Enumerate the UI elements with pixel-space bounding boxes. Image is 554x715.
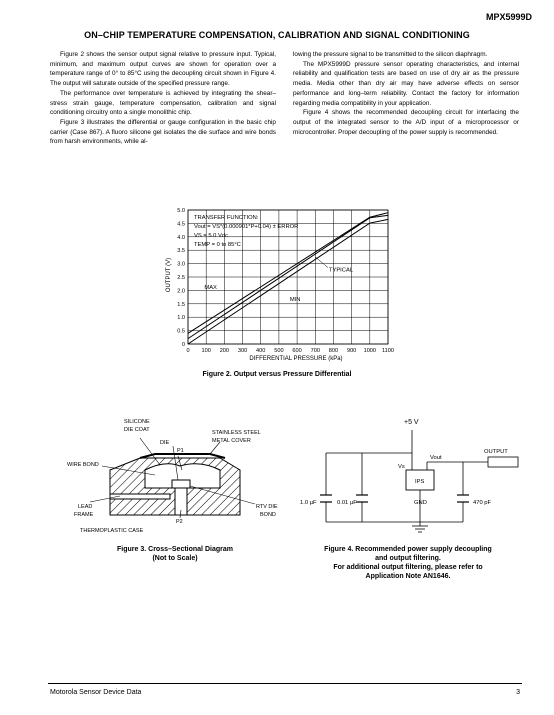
x-tick-label: 0	[186, 348, 190, 354]
die-label: DIE	[160, 440, 170, 446]
thermoplastic-case-label: THERMOPLASTIC CASE	[80, 528, 144, 534]
section-title: ON–CHIP TEMPERATURE COMPENSATION, CALIBRATION AND SIGNAL CONDITIONING	[84, 30, 470, 40]
page-number: 3	[516, 689, 520, 696]
metal-cover-label: METAL COVER	[212, 438, 251, 444]
part-number: MPX5999D	[485, 12, 532, 22]
x-tick-label: 500	[274, 348, 284, 354]
x-tick-label: 600	[292, 348, 302, 354]
footer-publication: Motorola Sensor Device Data	[50, 689, 142, 696]
c2-label: 0.01 µF	[337, 500, 357, 506]
typical-leader-line	[315, 257, 328, 268]
x-tick-label: 200	[219, 348, 230, 354]
figure3-caption	[90, 545, 260, 563]
x-tick-label: 1100	[381, 348, 395, 354]
x-tick-label: 800	[328, 348, 339, 354]
output-terminal	[488, 457, 518, 467]
y-tick-label: 1.0	[177, 315, 185, 322]
footer-divider	[48, 683, 522, 684]
y-tick-label: 1.5	[177, 301, 185, 308]
x-tick-label: 900	[346, 348, 357, 354]
figure2-caption: Figure 2. Output versus Pressure Differential	[202, 371, 352, 378]
silicone-label: SILICONE	[124, 419, 150, 425]
figure4-caption-line: Figure 4. Recommended power supply decoupling	[324, 546, 492, 553]
vout-label: Vout	[430, 455, 442, 461]
paragraph: Figure 2 shows the sensor output signal relative to pressure input. Typical, minimum, and maximum output curves are shown for operation over a temperature range of 0° to 85°C using the decoupling circuit shown in Figure 4. The output will saturate outside of the specified pressure range.	[50, 51, 276, 88]
decoupling-circuit-diagram	[300, 410, 528, 540]
figure4-caption-line: Application Note AN1646.	[365, 573, 451, 580]
paragraph: The MPX5999D pressure sensor operating characteristics, and internal reliability and qualification tests are based on use of dry air as the pressure media. Media other than dry air may have adverse effects on sensor performance and long–term reliability. Contact the factory for information regarding media compatibility in your application.	[293, 60, 519, 107]
paragraph: The performance over temperature is achieved by integrating the shear–stress strain gauge, temperature compensation, calibration and signal conditioning circuitry onto a single monolithic chip.	[50, 89, 276, 117]
p2-label: P2	[176, 519, 183, 525]
y-tick-label: 0	[181, 342, 185, 348]
y-tick-label: 2.5	[177, 275, 185, 281]
paragraph: Figure 4 shows the recommended decoupling circuit for interfacing the output of the integrated sensor to the A/D input of a microprocessor or microcontroller. Proper decoupling of the power supply is recommended.	[293, 109, 519, 136]
frame-label: FRAME	[74, 512, 94, 518]
figure4-caption-line: and output filtering.	[375, 555, 441, 562]
y-tick-label: 3.0	[177, 261, 185, 268]
rtv-die-label: RTV DIE	[256, 504, 278, 510]
y-tick-label: 3.5	[177, 248, 185, 255]
x-tick-label: 100	[201, 348, 211, 354]
output-label: OUTPUT	[484, 449, 508, 455]
paragraph: lowing the pressure signal to be transmitted to the silicon diaphragm.	[293, 51, 488, 58]
figure3-caption-line: (Not to Scale)	[152, 555, 198, 562]
x-tick-label: 1000	[363, 348, 377, 354]
die-coat-label: DIE COAT	[124, 427, 150, 433]
y-tick-label: 4.5	[177, 221, 185, 228]
lead-label: LEAD	[78, 504, 93, 510]
transfer-function-equation: Vout = VS*(0.000901*P+0.04) ± ERROR	[194, 224, 299, 230]
figure3-caption-line: Figure 3. Cross–Sectional Diagram	[117, 546, 233, 553]
chart-annotation	[194, 215, 298, 248]
left-column	[50, 50, 276, 147]
c3-label: 470 pF	[473, 500, 492, 506]
figure4-caption-line: For additional output filtering, please refer to	[333, 564, 483, 571]
y-axis-label: OUTPUT (V)	[166, 257, 172, 293]
x-tick-label: 400	[256, 348, 266, 354]
supply-label: +5 V	[404, 419, 419, 426]
x-tick-label: 700	[310, 348, 320, 354]
bond-label: BOND	[260, 512, 276, 518]
vs-label: Vs	[398, 464, 405, 470]
x-tick-label: 300	[237, 348, 248, 354]
figure4-caption	[293, 545, 523, 581]
output-vs-pressure-chart	[150, 200, 410, 366]
die	[172, 480, 190, 488]
paragraph: Figure 3 illustrates the differential or gauge configuration in the basic chip carrier (Case 867). A fluoro silicone gel isolates the die surface and wire bonds from harsh environments, while al-	[50, 118, 276, 146]
series-label-min: MIN	[289, 297, 301, 304]
figure4-labels	[300, 419, 508, 506]
cross-section-diagram	[60, 410, 300, 540]
c1-label: 1.0 µF	[300, 500, 317, 506]
temperature-note: TEMP = 0 to 85°C	[194, 242, 241, 248]
supply-voltage-note: VS = 5.0 Vdc	[194, 233, 228, 239]
ips-label: IPS	[415, 479, 425, 485]
wire-bond-label: WIRE BOND	[67, 462, 99, 468]
y-tick-label: 5.0	[177, 208, 185, 214]
stainless-steel-label: STAINLESS STEEL	[212, 430, 261, 436]
y-tick-label: 0.5	[177, 328, 185, 335]
y-tick-label: 2.0	[177, 288, 185, 295]
series-label-typical: TYPICAL	[328, 267, 354, 274]
right-column	[293, 50, 519, 137]
p1-label: P1	[177, 448, 184, 454]
x-axis-label: DIFFERENTIAL PRESSURE (kPa)	[249, 356, 343, 362]
gnd-label: GND	[414, 500, 427, 506]
transfer-function-title: TRANSFER FUNCTION:	[194, 215, 259, 221]
y-tick-label: 4.0	[177, 234, 185, 241]
series-label-max: MAX	[204, 285, 217, 292]
metal-cover	[140, 454, 225, 458]
